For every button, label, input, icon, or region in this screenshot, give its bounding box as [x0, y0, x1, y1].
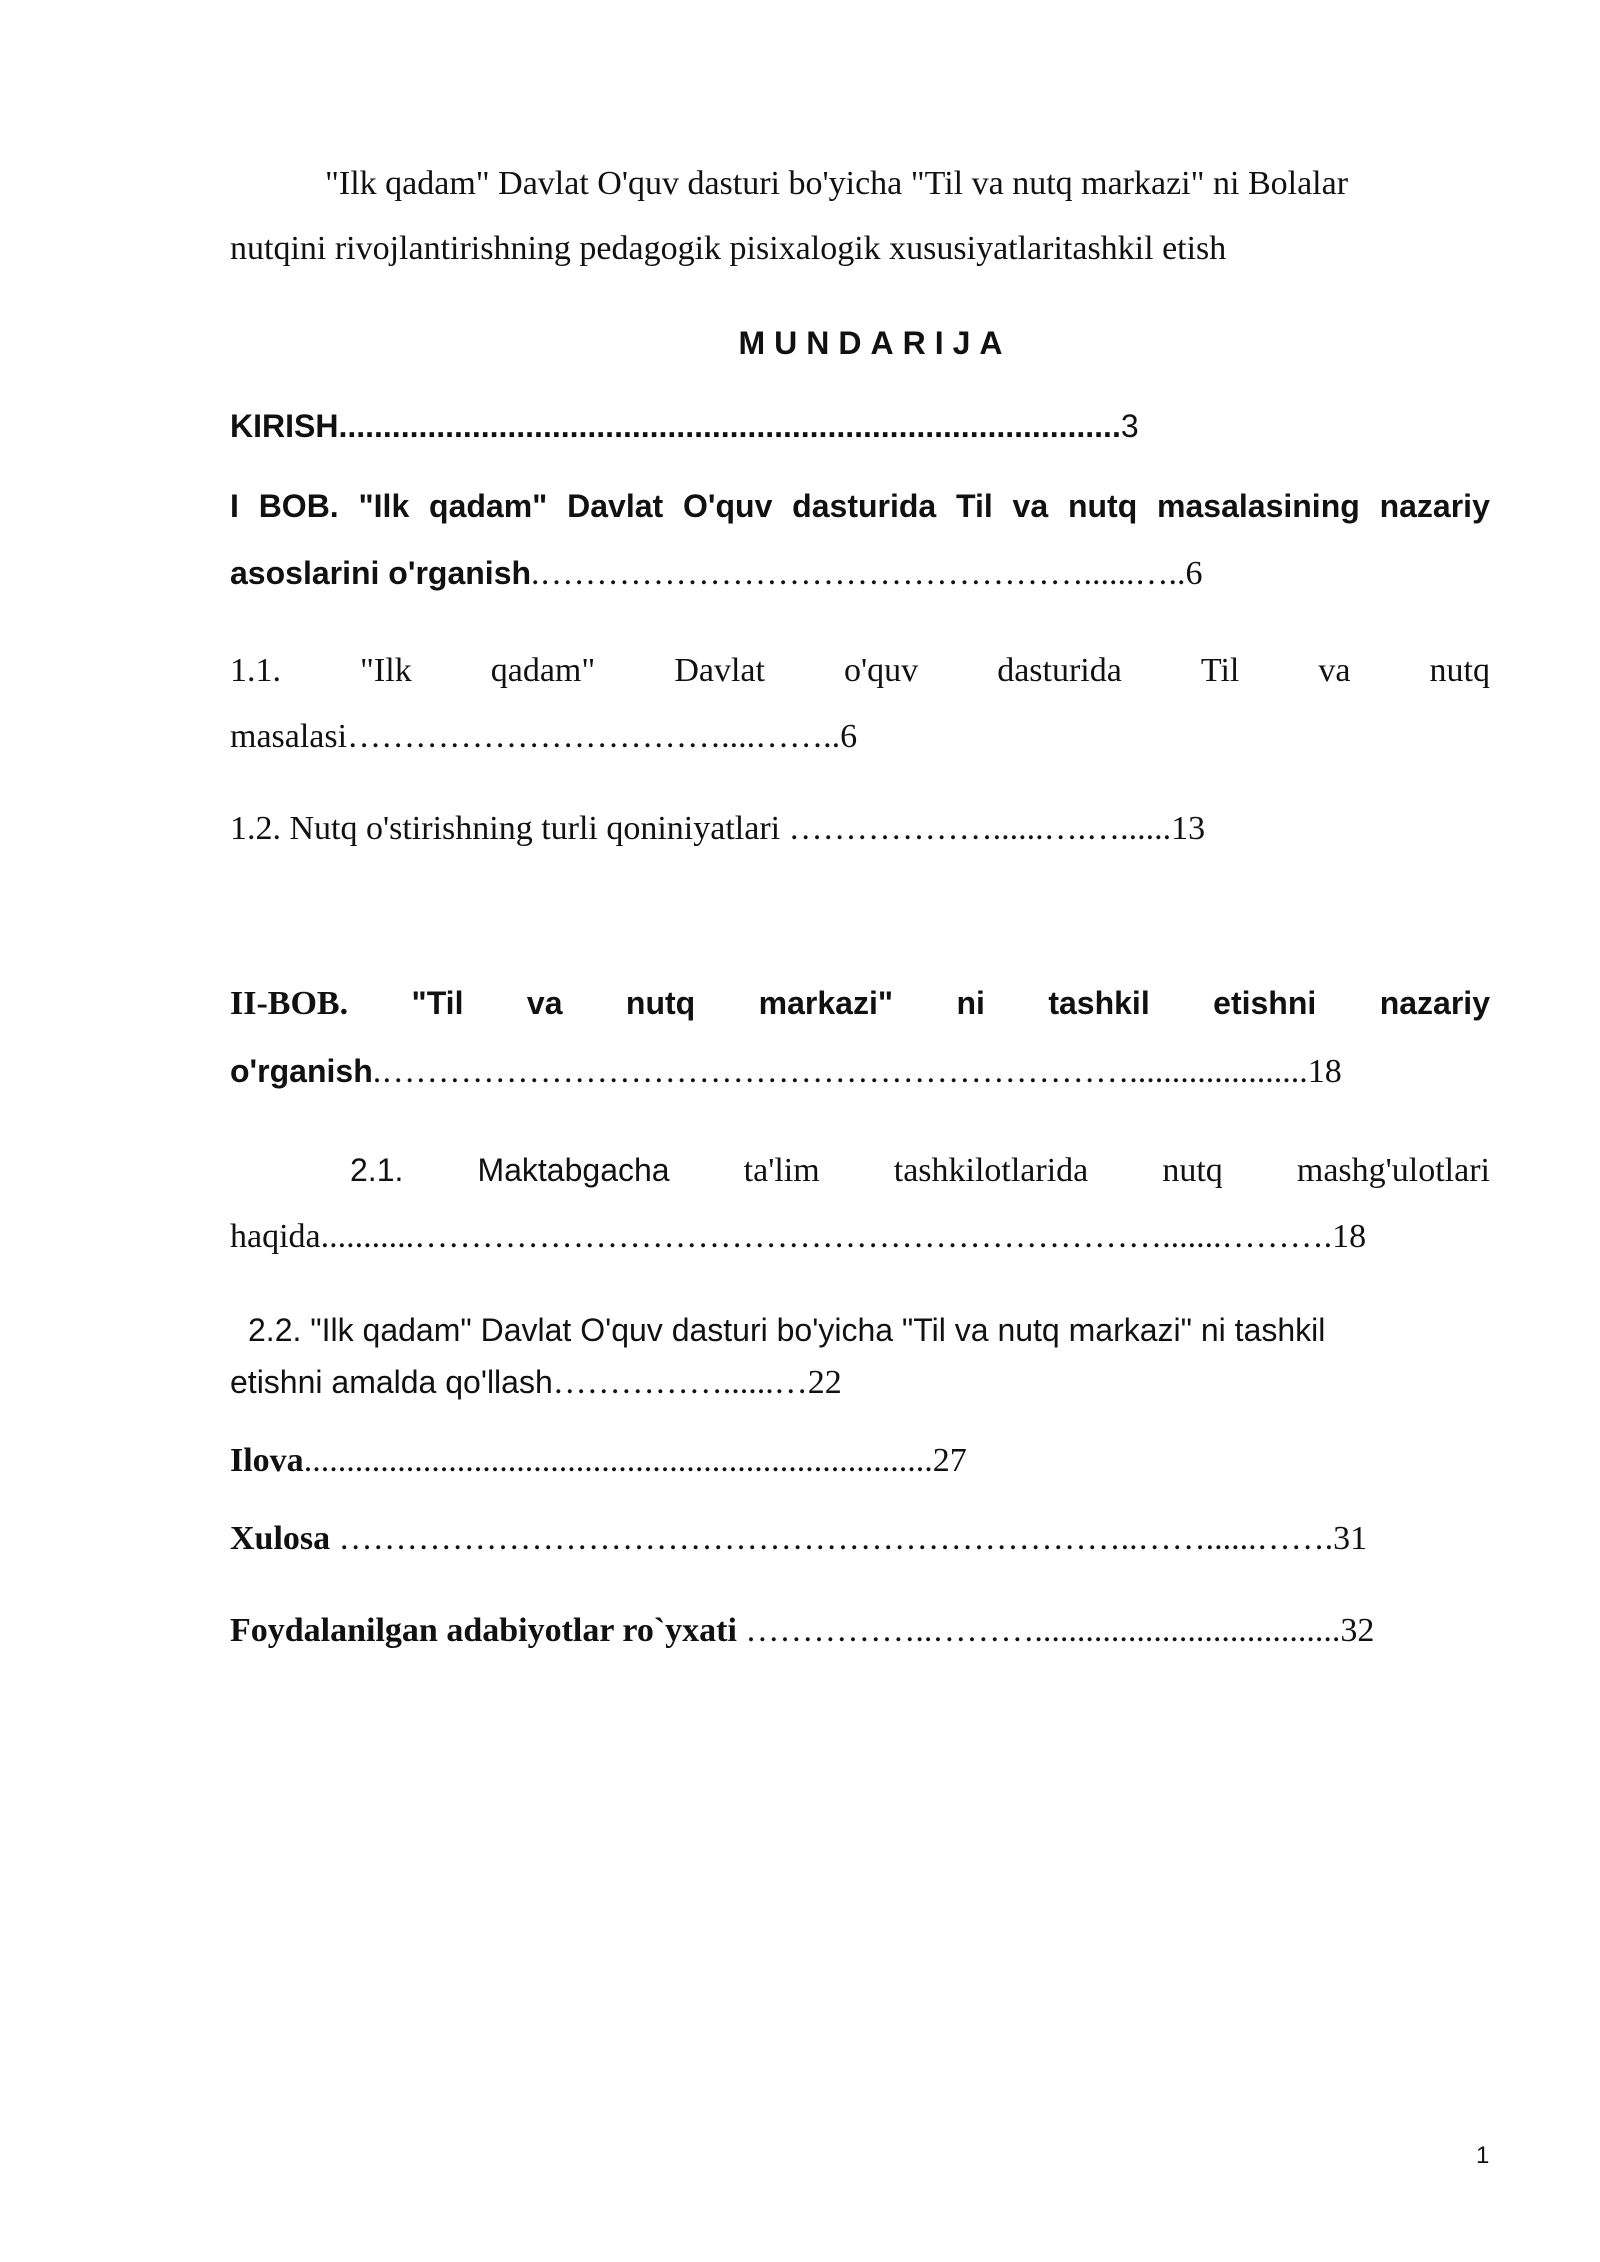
- toc-entry-2-2-line-2: [230, 1364, 842, 1402]
- toc-dots: .…………………………………………......…..: [531, 555, 1186, 592]
- toc-word: etishni: [1213, 985, 1317, 1021]
- toc-word: II-BOB.: [230, 985, 349, 1022]
- toc-word: va: [1012, 488, 1049, 524]
- toc-word: nutq: [625, 985, 696, 1021]
- toc-entry-ilova: [230, 1442, 967, 1480]
- toc-word: "Ilk: [360, 652, 412, 689]
- toc-word: nutq: [1067, 488, 1138, 524]
- toc-word: nazariy: [1379, 985, 1490, 1021]
- toc-word: qadam": [429, 488, 548, 524]
- toc-word: I: [230, 488, 239, 524]
- toc-word: tashkil: [1048, 985, 1150, 1021]
- toc-dots: ..........................................................................: [303, 1442, 933, 1479]
- toc-word: 1.1.: [230, 652, 281, 689]
- toc-dots: ...........………………………………………………………….......……….: [320, 1218, 1333, 1255]
- toc-dots: ……………………………....……..: [347, 718, 841, 755]
- toc-word: mashg'ulotlari: [1296, 1152, 1490, 1189]
- toc-word: masalasining: [1157, 488, 1360, 524]
- toc-entry-references: [230, 1612, 1374, 1650]
- toc-dots: ……………..………....................................: [736, 1612, 1341, 1649]
- toc-page-number: 18: [1307, 1053, 1342, 1090]
- toc-word: qadam": [490, 652, 596, 689]
- toc-word: Maktabgacha: [477, 1152, 670, 1188]
- toc-entry-2-2-line-1: 2.2. "Ilk qadam" Davlat O'quv dasturi bo'yicha "Til va nutq markazi" ni tashkil: [248, 1312, 1326, 1348]
- toc-page-number: 13: [1171, 810, 1206, 847]
- toc-entry-2-1-line-2: [230, 1218, 1366, 1256]
- contents-heading: MUNDARIJA: [738, 325, 1012, 361]
- toc-word: nutq: [1429, 652, 1490, 689]
- toc-entry-2-1-line-1: [350, 1152, 1490, 1190]
- toc-word: nazariy: [1379, 488, 1490, 524]
- toc-word: Til: [956, 488, 993, 524]
- toc-page-number: 18: [1332, 1218, 1367, 1255]
- toc-entry-bob1-line-1: [230, 488, 1490, 525]
- toc-page-number: 3: [1120, 408, 1139, 444]
- toc-page-number: 32: [1340, 1612, 1375, 1649]
- toc-label: Ilova: [230, 1442, 304, 1479]
- toc-label: 1.2. Nutq o'stirishning turli qoniniyatlari: [230, 810, 781, 847]
- toc-dots: ……………………………………………………………..……......…….: [330, 1520, 1334, 1557]
- toc-word: ni: [956, 985, 985, 1021]
- toc-word: Davlat: [674, 652, 765, 689]
- toc-dots: ……………......…: [552, 1364, 808, 1401]
- toc-page-number: 6: [840, 718, 858, 755]
- toc-word: BOB.: [258, 488, 339, 524]
- document-title-line-2: nutqini rivojlantirishning pedagogik pisixalogik xususiyatlaritashkil etish: [230, 230, 1227, 267]
- page-number: 1: [1476, 2142, 1490, 2169]
- toc-page-number: 6: [1185, 555, 1203, 592]
- toc-word: "Ilk: [358, 488, 410, 524]
- toc-label: asoslarini o'rganish: [230, 555, 532, 591]
- document-title-line-1: "Ilk qadam" Davlat O'quv dasturi bo'yicha "Til va nutq markazi" ni Bolalar: [325, 165, 1349, 202]
- toc-word: markazi": [758, 985, 894, 1021]
- toc-dots: ........................................................................................: [338, 408, 1121, 444]
- toc-word: dasturida: [792, 488, 937, 524]
- toc-label: o'rganish: [230, 1053, 373, 1089]
- toc-entry-bob2-line-2: [230, 1053, 1342, 1091]
- toc-entry-1-1-line-1: [230, 652, 1490, 690]
- toc-dots: ………………......….…......: [780, 810, 1172, 847]
- toc-label: masalasi: [230, 718, 348, 755]
- toc-word: Davlat: [567, 488, 664, 524]
- toc-dots: .………………………………………………………….....................: [372, 1053, 1308, 1090]
- toc-page-number: 31: [1333, 1520, 1368, 1557]
- toc-word: Til: [1200, 652, 1240, 689]
- toc-entry-bob1-line-2: [230, 555, 1203, 593]
- toc-word: O'quv: [682, 488, 773, 524]
- toc-label: Foydalanilgan adabiyotlar ro`yxati: [230, 1612, 737, 1649]
- toc-word: o'quv: [844, 652, 919, 689]
- toc-word: "Til: [411, 985, 464, 1021]
- toc-entry-1-2: [230, 810, 1205, 848]
- toc-label: KIRISH: [230, 408, 339, 444]
- toc-entry-xulosa: [230, 1520, 1367, 1558]
- toc-word: va: [526, 985, 563, 1021]
- toc-entry-bob2-line-1: [230, 985, 1490, 1023]
- toc-entry-1-1-line-2: [230, 718, 857, 756]
- toc-page-number: 27: [932, 1442, 967, 1479]
- toc-label: Xulosa: [230, 1520, 331, 1557]
- toc-page-number: 22: [807, 1364, 842, 1401]
- toc-word: tashkilotlarida: [893, 1152, 1089, 1189]
- toc-word: va: [1318, 652, 1351, 689]
- toc-word: 2.1.: [350, 1152, 404, 1188]
- toc-word: ta'lim: [743, 1152, 820, 1189]
- toc-word: nutq: [1162, 1152, 1223, 1189]
- toc-entry-kirish: [230, 408, 1139, 445]
- toc-label: haqida: [230, 1218, 321, 1255]
- toc-label: etishni amalda qo'llash: [230, 1364, 553, 1400]
- toc-word: dasturida: [997, 652, 1122, 689]
